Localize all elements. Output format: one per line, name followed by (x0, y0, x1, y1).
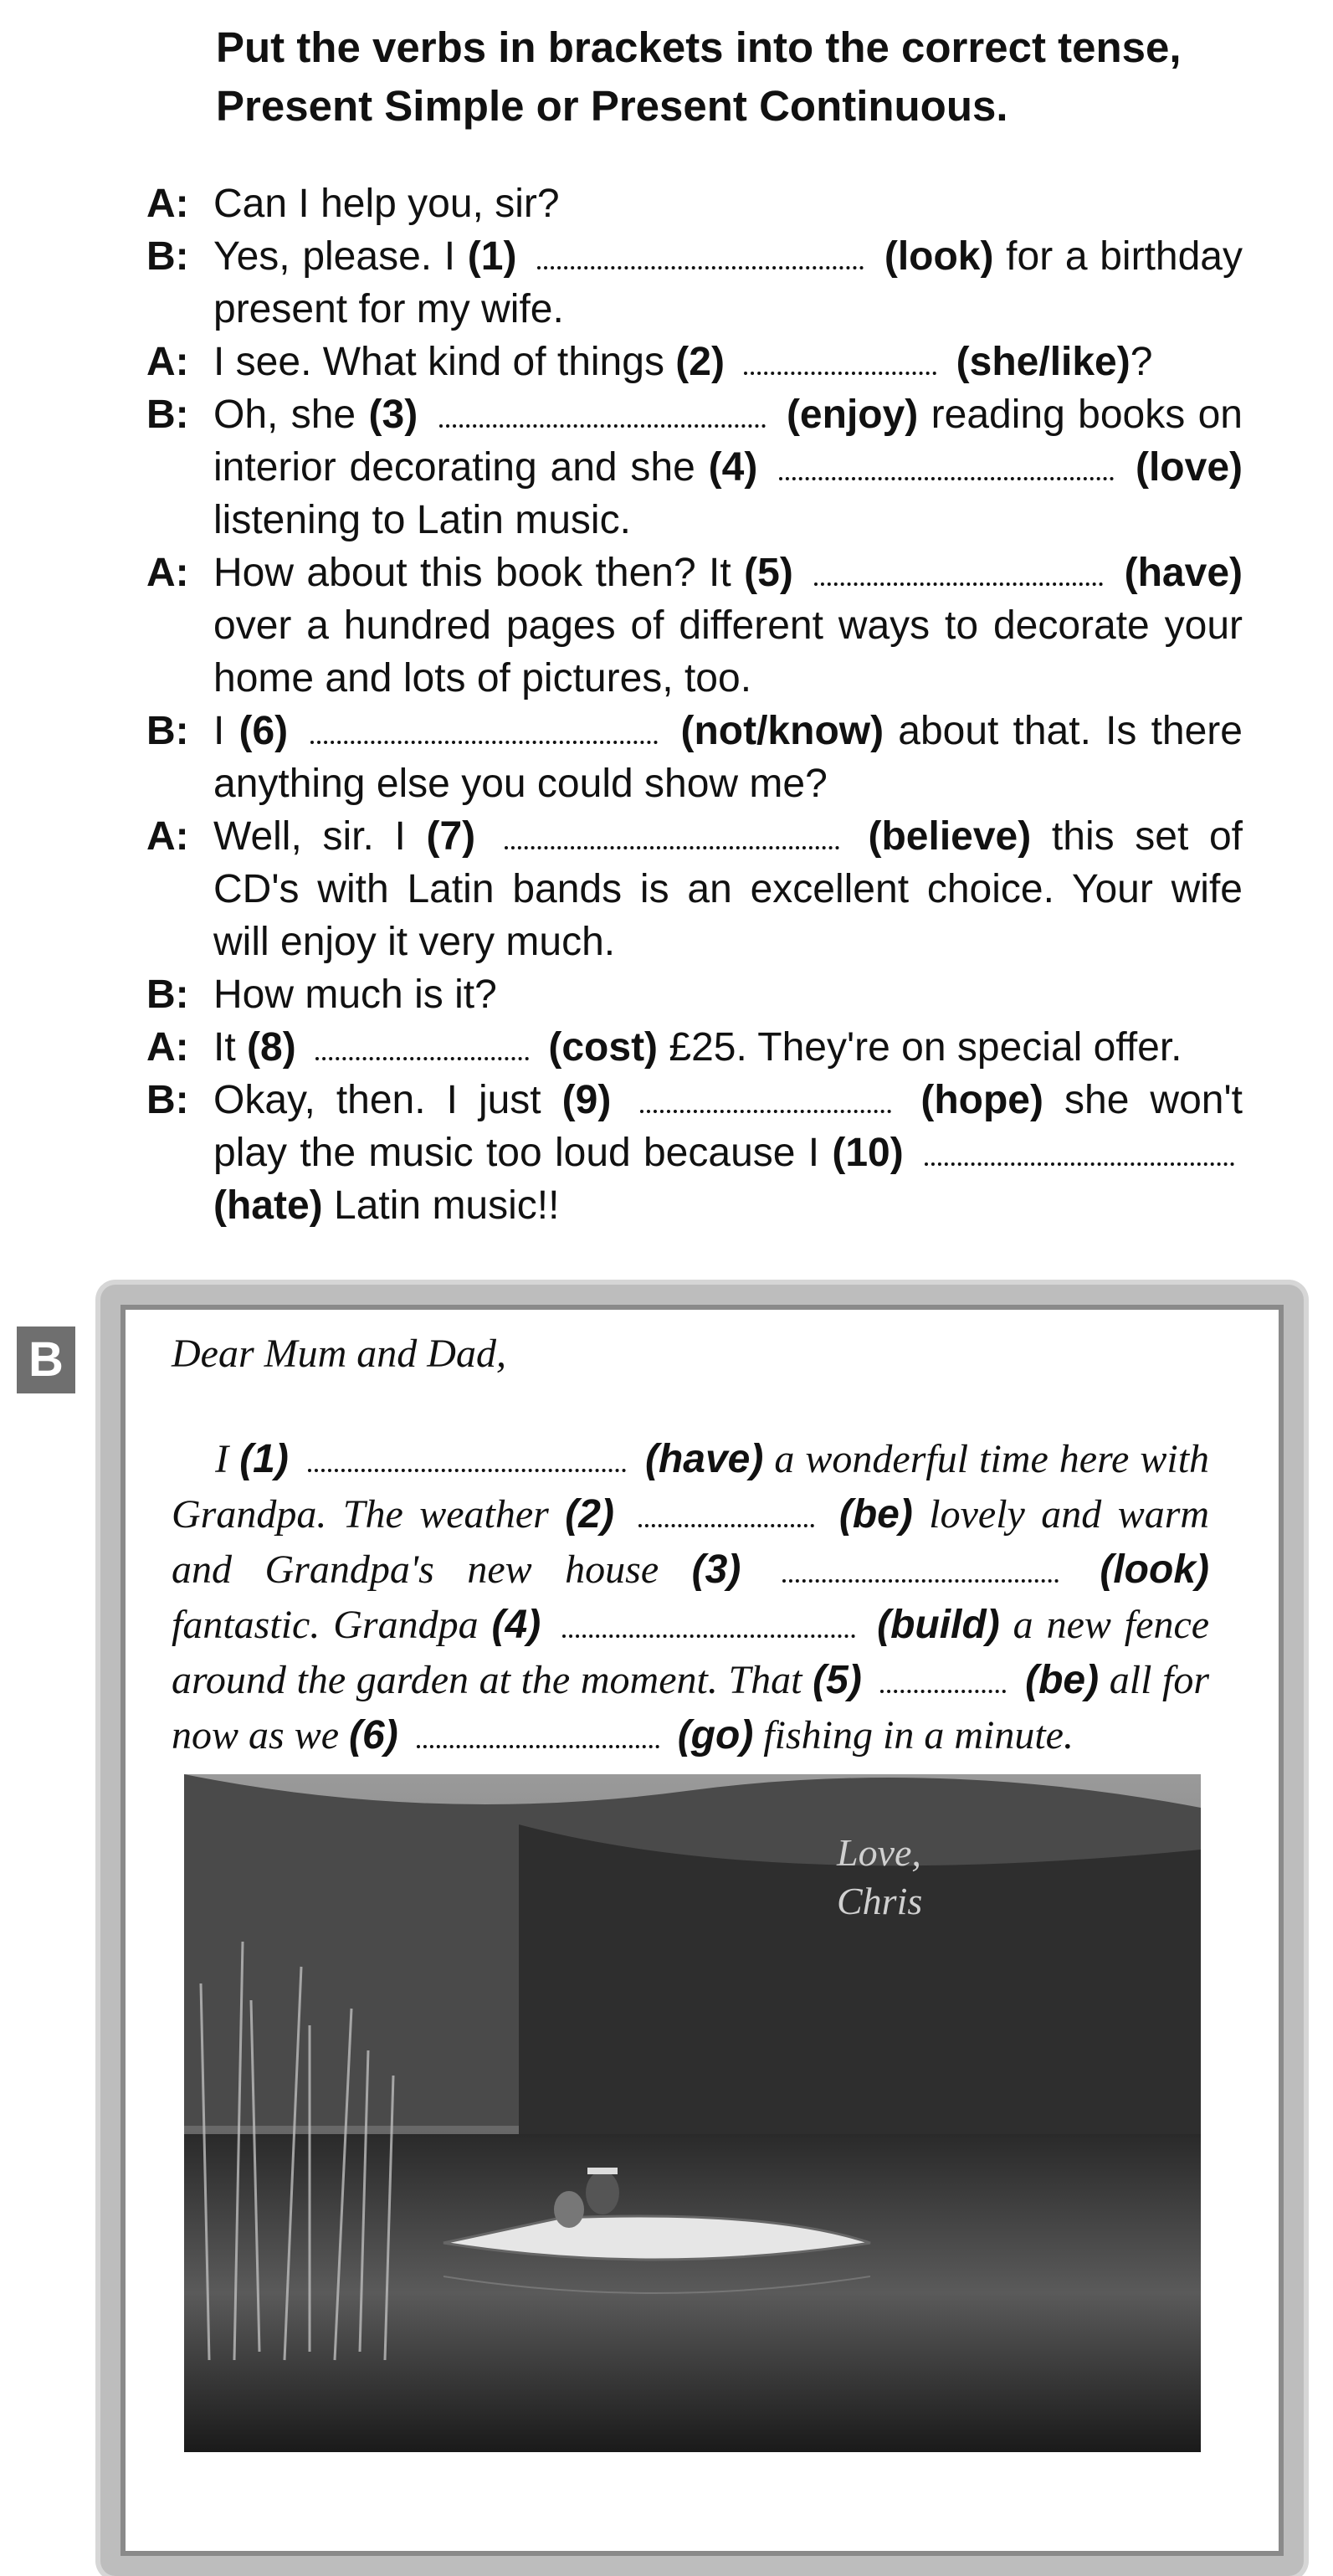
line-text: Latin music!! (334, 1183, 560, 1228)
answer-blank[interactable] (315, 1027, 529, 1060)
dialogue-line (146, 547, 1243, 705)
line-text: It (213, 1025, 236, 1070)
answer-blank[interactable] (439, 394, 766, 428)
gap-number: (6) (349, 1713, 398, 1758)
answer-blank[interactable] (638, 1496, 814, 1527)
letter-fragment: a new fence around the garden at the moment. That (172, 1603, 1210, 1702)
gap-number: (3) (368, 393, 418, 437)
answer-blank[interactable] (537, 236, 864, 269)
letter-fragment: I (215, 1437, 229, 1481)
speaker-label: B: (146, 234, 189, 279)
letter-fragment: a wonderful time here with Grandpa. The weather (172, 1437, 1210, 1537)
dialogue-line (146, 388, 1243, 547)
speaker-label: B: (146, 709, 189, 753)
answer-blank[interactable] (880, 1661, 1006, 1693)
gap-number: (9) (561, 1078, 612, 1122)
speaker-label: A: (146, 1025, 189, 1070)
line-text: How about this book then? It (213, 551, 731, 595)
line-text: for a birthday present for my wife. (213, 234, 1243, 331)
answer-blank[interactable] (310, 711, 658, 744)
letter-greeting: Dear Mum and Dad, (172, 1332, 506, 1376)
line-text: this set of CD's with Latin bands is an excellent choice. Your wife will enjoy it very much. (213, 814, 1243, 964)
line-text: reading books on interior decorating and she (213, 393, 1243, 490)
verb-hint: (be) (1025, 1658, 1100, 1702)
line-text: she won't play the music too loud because I (213, 1078, 1243, 1175)
answer-blank[interactable] (562, 1606, 855, 1638)
gap-number: (4) (491, 1603, 541, 1647)
signature-name: Chris (837, 1880, 923, 1922)
answer-blank[interactable] (505, 816, 839, 849)
line-text: Okay, then. I just (213, 1078, 541, 1122)
verb-hint: (love) (1135, 445, 1243, 490)
line-text: listening to Latin music. (213, 498, 631, 542)
letter-fragment: fishing in a minute. (763, 1713, 1074, 1758)
line-text: I (213, 709, 225, 753)
speaker-label: A: (146, 340, 189, 384)
speaker-label: A: (146, 182, 189, 226)
verb-hint: (enjoy) (786, 393, 919, 437)
answer-blank[interactable] (779, 447, 1114, 480)
dialogue-line (146, 968, 1243, 1021)
gap-number: (6) (238, 709, 289, 753)
dialogue-line (146, 336, 1243, 388)
answer-blank[interactable] (814, 552, 1103, 586)
dialogue-exercise (146, 177, 1243, 1232)
dialogue-line (146, 1021, 1243, 1074)
line-text: I see. What kind of things (213, 340, 664, 384)
dialogue-line (146, 230, 1243, 336)
answer-blank[interactable] (308, 1440, 626, 1472)
speaker-label: A: (146, 814, 189, 859)
gap-number: (1) (239, 1437, 289, 1481)
gap-number: (5) (813, 1658, 862, 1702)
line-text: How much is it? (213, 972, 497, 1017)
line-text: about that. Is there anything else you could show me? (213, 709, 1243, 806)
verb-hint: (build) (877, 1603, 1000, 1647)
speaker-label: A: (146, 551, 189, 595)
section-label: B (17, 1326, 75, 1393)
answer-blank[interactable] (782, 1551, 1059, 1583)
letter-paragraph (172, 1432, 1209, 1763)
verb-hint: (have) (1124, 551, 1243, 595)
line-text: Well, sir. I (213, 814, 406, 859)
gap-number: (3) (691, 1547, 741, 1592)
lake-canoe-photo (184, 1774, 1201, 2452)
verb-hint: (hope) (920, 1078, 1043, 1122)
verb-hint: (look) (884, 234, 994, 279)
dialogue-line (146, 705, 1243, 810)
letter-fragment: lovely and warm and Grandpa's new house (172, 1492, 1210, 1592)
gap-number: (2) (565, 1492, 614, 1537)
dialogue-line (146, 1074, 1243, 1232)
answer-blank[interactable] (925, 1132, 1234, 1166)
speaker-label: B: (146, 393, 189, 437)
verb-hint: (not/know) (680, 709, 884, 753)
speaker-label: B: (146, 1078, 189, 1122)
speaker-label: B: (146, 972, 189, 1017)
verb-hint: (be) (838, 1492, 913, 1537)
letter-fragment: fantastic. Grandpa (172, 1603, 479, 1647)
verb-hint: (hate) (213, 1183, 323, 1228)
line-text: Oh, she (213, 393, 356, 437)
answer-blank[interactable] (640, 1080, 891, 1113)
gap-number: (7) (426, 814, 476, 859)
letter-signature (837, 1829, 922, 1926)
dialogue-line (146, 810, 1243, 968)
letter-fragment: all for now as we (172, 1658, 1210, 1758)
gap-number: (8) (247, 1025, 296, 1070)
verb-hint: (cost) (548, 1025, 659, 1070)
answer-blank[interactable] (744, 341, 936, 375)
gap-number: (1) (467, 234, 517, 279)
verb-hint: (look) (1100, 1547, 1209, 1592)
gap-number: (10) (832, 1131, 904, 1175)
line-text: over a hundred pages of different ways to decorate your home and lots of pictures, too. (213, 603, 1243, 700)
verb-hint: (believe) (868, 814, 1032, 859)
verb-hint: (have) (644, 1437, 764, 1481)
line-text: £25. They're on special offer. (669, 1025, 1182, 1070)
dialogue-line (146, 177, 1243, 230)
letter-text (172, 1326, 1209, 1763)
line-text: ? (1130, 340, 1153, 384)
line-text: Yes, please. I (213, 234, 456, 279)
signature-love: Love, (837, 1831, 921, 1874)
gap-number: (5) (744, 551, 793, 595)
gap-number: (2) (675, 340, 725, 384)
line-text: Can I help you, sir? (213, 182, 560, 226)
gap-number: (4) (708, 445, 758, 490)
answer-blank[interactable] (417, 1716, 659, 1748)
instruction-heading: Put the verbs in brackets into the correct tense, Present Simple or Present Continuous. (216, 23, 1182, 130)
verb-hint: (go) (677, 1713, 754, 1758)
verb-hint: (she/like) (956, 340, 1130, 384)
